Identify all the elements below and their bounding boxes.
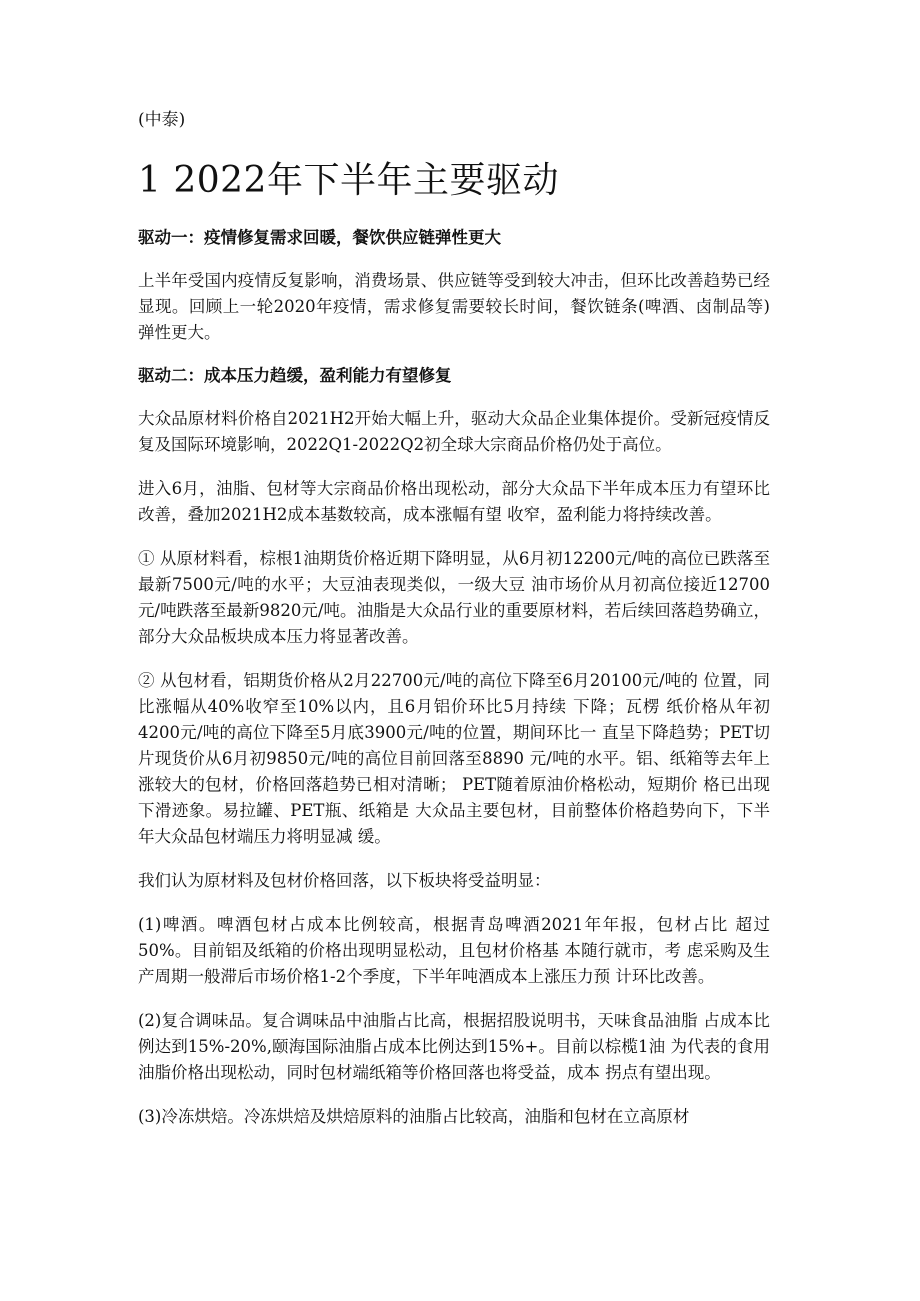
driver-two-title: 驱动二：成本压力趋缓，盈利能力有望修复 xyxy=(138,366,452,385)
frozen-baking-paragraph: (3)冷冻烘焙。冷冻烘焙及烘焙原料的油脂占比较高，油脂和包材在立高原材 xyxy=(138,1107,690,1126)
source-label: (中泰) xyxy=(138,110,186,130)
packaging-paragraph: ② 从包材看，铝期货价格从2月22700元/吨的高位下降至6月20100元/吨的 位置，同比涨幅从40%收窄至10%以内，且6月铝价环比5月持续 下降；瓦楞 纸价格从年初4200元/吨的高位下降至5月底3900元/吨的位置，期间环比一 直呈下降趋势；PET切片现货价从6月初9850元/吨的高位目前回落至8890 元/吨的水平。铝、纸箱等去年上涨较大的包材，价格回落趋势已相对清晰； PET随着原油价格松动，短期价 格已出现下滑迹象。易拉罐、PET瓶、纸箱是 大众品主要包材，目前整体价格趋势向下，下半年大众品包材端压力将明显减 缓。 xyxy=(138,671,770,846)
driver-one-title: 驱动一：疫情修复需求回暖，餐饮供应链弹性更大 xyxy=(138,228,501,247)
driver-two-paragraph: 进入6月，油脂、包材等大宗商品价格出现松动，部分大众品下半年成本压力有望环比改善，叠加2021H2成本基数较高，成本涨幅有望 收窄，盈利能力将持续改善。 xyxy=(138,479,770,524)
driver-one-paragraph: 上半年受国内疫情反复影响，消费场景、供应链等受到较大冲击，但环比改善趋势已经显现。回顾上一轮2020年疫情，需求修复需要较长时间，餐饮链条(啤酒、卤制品等)弹性更大。 xyxy=(138,271,770,342)
driver-two-paragraph: 大众品原材料价格自2021H2开始大幅上升，驱动大众品企业集体提价。受新冠疫情反复及国际环境影响，2022Q1-2022Q2初全球大宗商品价格仍处于高位。 xyxy=(138,409,770,454)
raw-material-paragraph: ① 从原材料看，棕根1油期货价格近期下降明显，从6月初12200元/吨的高位已跌落至最新7500元/吨的水平；大豆油表现类似，一级大豆 油市场价从月初高位接近12700元/吨跌落至最新9820元/吨。油脂是大众品行业的重要原材料，若后续回落趋势确立，部分大众品板块成本压力将显著改善。 xyxy=(138,549,770,646)
beneficiaries-intro: 我们认为原材料及包材价格回落，以下板块将受益明显： xyxy=(138,871,551,890)
section-heading: 1 2022年下半年主要驱动 xyxy=(138,160,559,201)
beer-paragraph: (1)啤酒。啤酒包材占成本比例较高，根据青岛啤酒2021年年报，包材占比 超过50%。目前铝及纸箱的价格出现明显松动，且包材价格基 本随行就市，考 虑采购及生产周期一般滞后市场价格1-2个季度，下半年吨酒成本上涨压力预 计环比改善。 xyxy=(138,915,770,986)
compound-seasoning-paragraph: (2)复合调味品。复合调味品中油脂占比高，根据招股说明书，天味食品油脂 占成本比例达到15%-20%,颐海国际油脂占成本比例达到15%+。目前以棕榄1油 为代表的食用油脂价格出现松动，同时包材端纸箱等价格回落也将受益，成本 拐点有望出现。 xyxy=(138,1011,770,1082)
